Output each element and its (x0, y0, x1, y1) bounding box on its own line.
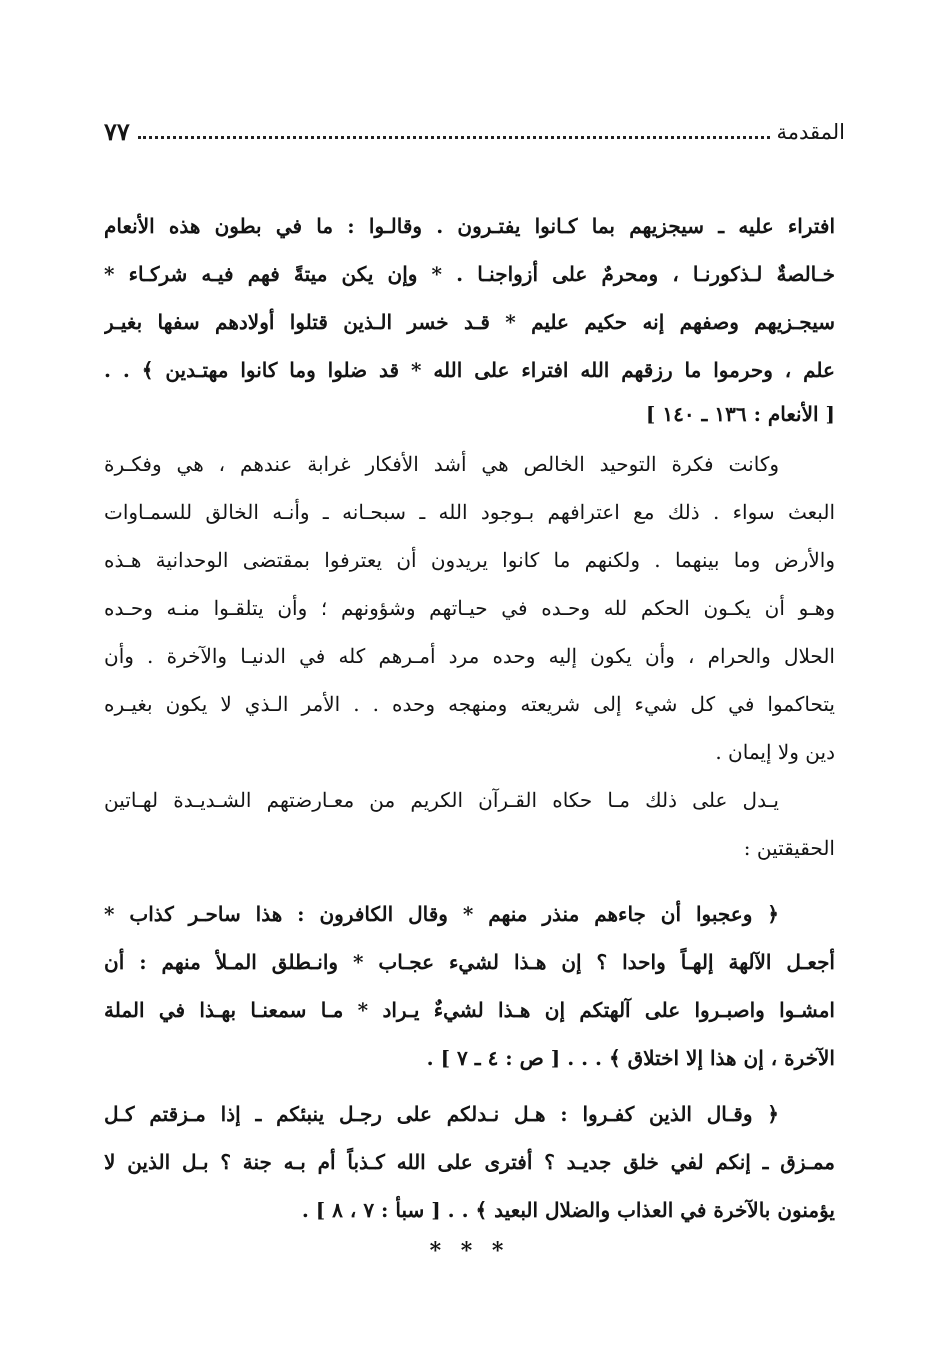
text-line: خـالصةٌ لـذكورنـا ، ومحرمٌ على أزواجنـا . * وإن يكن ميتةً فهم فيـه شركـاء * (104, 262, 835, 286)
text-line: الآخرة ، إن هذا إلا اختلاق ﴾ . . . [ ص : ٤ ـ ٧ ] . (426, 1046, 835, 1070)
text-line: ﴿ وعجبوا أن جاءهم منذر منهم * وقال الكافرون : هذا ساحـر كذاب * (104, 902, 779, 926)
running-header (104, 112, 845, 148)
text-line: والأرض وما بينهما . ولكنهم ما كانوا يريدون أن يعترفوا بمقتضى الوحدانية هـذه (104, 548, 835, 572)
body-paragraph (104, 776, 835, 872)
leader-dots (138, 136, 771, 139)
text-line: يـدل على ذلك مـا حكاه القـرآن الكريم من معـارضتهم الشـديـدة لهـاتين (104, 788, 779, 812)
text-line: يؤمنون بالآخرة في العذاب والضلال البعيد ﴾ . . [ سبأ : ٧ ، ٨ ] . (301, 1198, 835, 1222)
text-line: امشـوا واصبـروا على آلهتكم إن هـذا لشيءٌ يـراد * مـا سمعنـا بهـذا في الملة (104, 998, 835, 1022)
text-line: سيجـزيهم وصفهم إنه حكيم عليم * قـد خسر الـذين قتلوا أولادهم سفها بغيـر (104, 310, 835, 334)
text-line: يتحاكموا في كل شيء إلى شريعته ومنهجه وحده . . الأمر الـذي لا يكون بغيـره (104, 692, 835, 716)
text-line: دين ولا إيمان . (715, 740, 835, 764)
text-line: ﴿ وقـال الذين كفـروا : هـل نـدلكم على رجـل ينبئكم ـ إذا مـزقتم كـل (104, 1102, 779, 1126)
quran-reference: [ الأنعام : ١٣٦ ـ ١٤٠ ] (645, 402, 835, 426)
quran-quote-anam (104, 202, 835, 434)
quran-quote-saba (104, 1090, 835, 1234)
quran-quote-sad (104, 890, 835, 1082)
page-number: ٧٧ (104, 117, 130, 146)
body-paragraph (104, 440, 835, 776)
text-line: وهـو أن يكـون الحكم لله وحـده في حيـاتهم وشؤونهم ؛ وأن يتلقـوا منـه وحـده (104, 596, 835, 620)
text-line: افتراء عليه ـ سيجزيهم بما كـانوا يفتـرون . وقالـوا : ما في بطون هذه الأنعام (104, 214, 835, 238)
section-separator: * * * (429, 1238, 510, 1264)
text-line: الحلال والحرام ، وأن يكون إليه وحده مرد أمـرهم كله في الدنيـا والآخرة . وأن (104, 644, 835, 668)
text-line: وكانت فكرة التوحيد الخالص هي أشد الأفكار غرابة عندهم ، هي وفكـرة (104, 452, 779, 476)
text-line: أجعـل الآلهة إلهـاً واحدا ؟ إن هـذا لشيء عجـاب * وانـطلق المـلأ منهم : أن (104, 950, 835, 974)
text-line: ممـزق ـ إنكم لفي خلق جديـد ؟ أفترى على الله كـذباً أم بـه جنة ؟ بـل الذين لا (104, 1150, 835, 1174)
text-line: الحقيقتين : (743, 836, 835, 860)
text-line: علم ، وحرموا ما رزقهم الله افتراء على الله * قد ضلوا وما كانوا مهتـدين ﴾ . . (104, 358, 835, 382)
chapter-title: المقدمة (776, 120, 845, 144)
text-line: البعث سواء . ذلك مع اعترافهم بـوجود الله ـ سبحـانه ـ وأنـه الخالق للسمـاوات (104, 500, 835, 524)
